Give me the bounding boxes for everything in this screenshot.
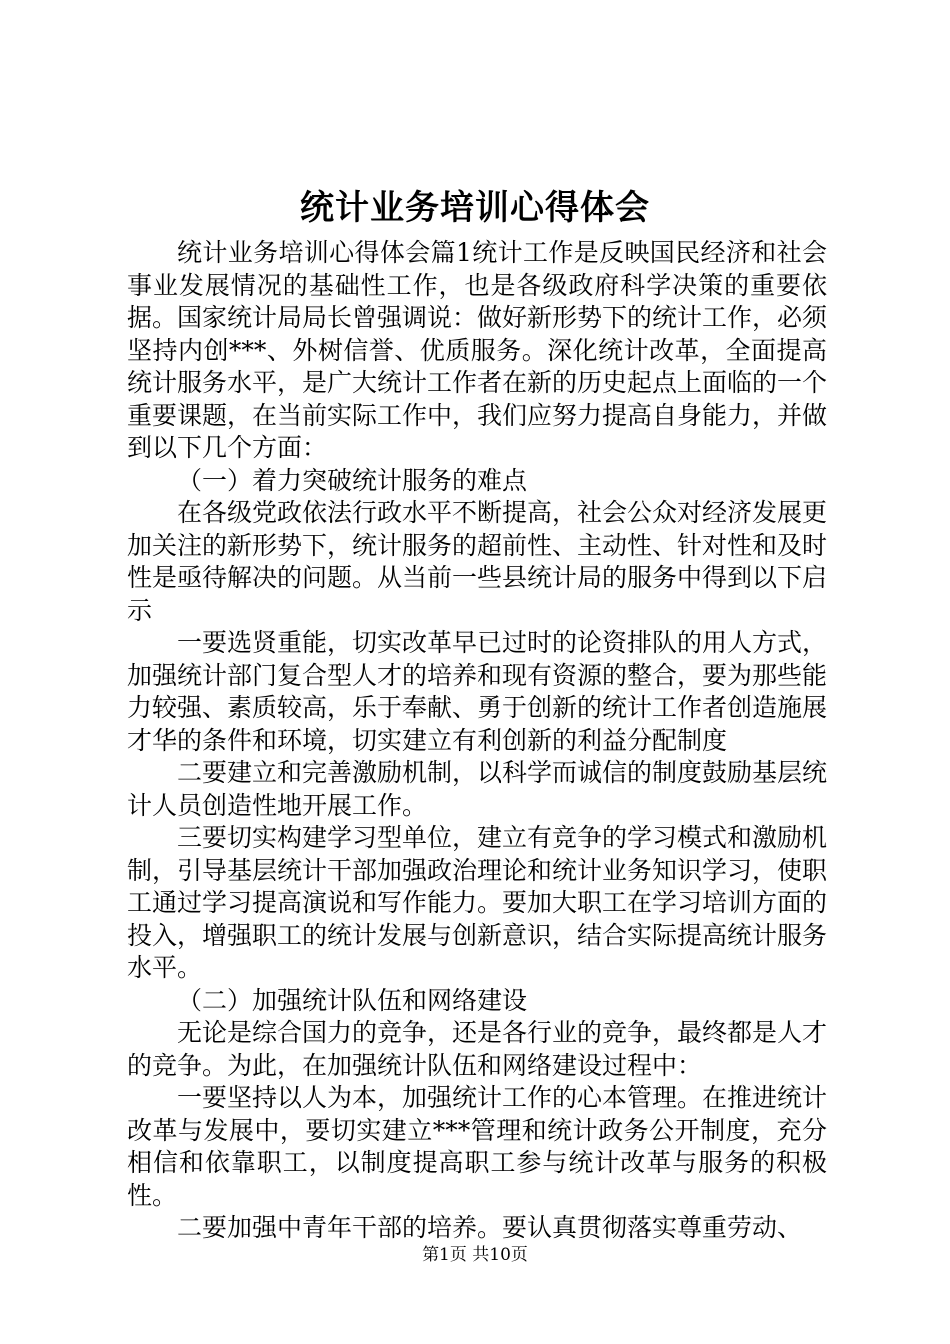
paragraph: 二要加强中青年干部的培养。要认真贯彻落实尊重劳动、: [177, 1213, 803, 1242]
paragraph: 三要切实构建学习型单位，建立有竞争的学习模式和激励机制，引导基层统计干部加强政治理论和统计业务知识学习，使职工通过学习提高演说和写作能力。要加大职工在学习培训方面的投入，增强职工的统计发展与创新意识，结合实际提高统计服务水平。: [127, 823, 828, 982]
page-footer: 第1页 共10页: [422, 1245, 528, 1265]
paragraph: 一要坚持以人为本，加强统计工作的心本管理。在推进统计改革与发展中，要切实建立***管理和统计政务公开制度，充分相信和依靠职工，以制度提高职工参与统计改革与服务的积极性。: [127, 1083, 828, 1210]
document-title: 统计业务培训心得体会: [300, 188, 650, 228]
section-heading: （二）加强统计队伍和网络建设: [177, 985, 528, 1015]
paragraph: 在各级党政依法行政水平不断提高，社会公众对经济发展更加关注的新形势下，统计服务的超前性、主动性、针对性和及时性是亟待解决的问题。从当前一些县统计局的服务中得到以下启示: [127, 498, 828, 625]
paragraph: 一要选贤重能，切实改革早已过时的论资排队的用人方式，加强统计部门复合型人才的培养和现有资源的整合，要为那些能力较强、素质较高，乐于奉献、勇于创新的统计工作者创造施展才华的条件和环境，切实建立有利创新的利益分配制度: [127, 628, 828, 755]
paragraph: 无论是综合国力的竞争，还是各行业的竞争，最终都是人才的竞争。为此，在加强统计队伍和网络建设过程中：: [127, 1018, 828, 1080]
paragraph: 统计业务培训心得体会篇1统计工作是反映国民经济和社会事业发展情况的基础性工作，也是各级政府科学决策的重要依据。国家统计局局长曾强调说：做好新形势下的统计工作，必须坚持内创***、外树信誉、优质服务。深化统计改革，全面提高统计服务水平，是广大统计工作者在新的历史起点上面临的一个重要课题，在当前实际工作中，我们应努力提高自身能力，并做到以下几个方面：: [127, 238, 828, 462]
paragraph: 二要建立和完善激励机制，以科学而诚信的制度鼓励基层统计人员创造性地开展工作。: [127, 758, 828, 820]
section-heading: （一）着力突破统计服务的难点: [177, 465, 528, 495]
document-body: [127, 237, 827, 1245]
